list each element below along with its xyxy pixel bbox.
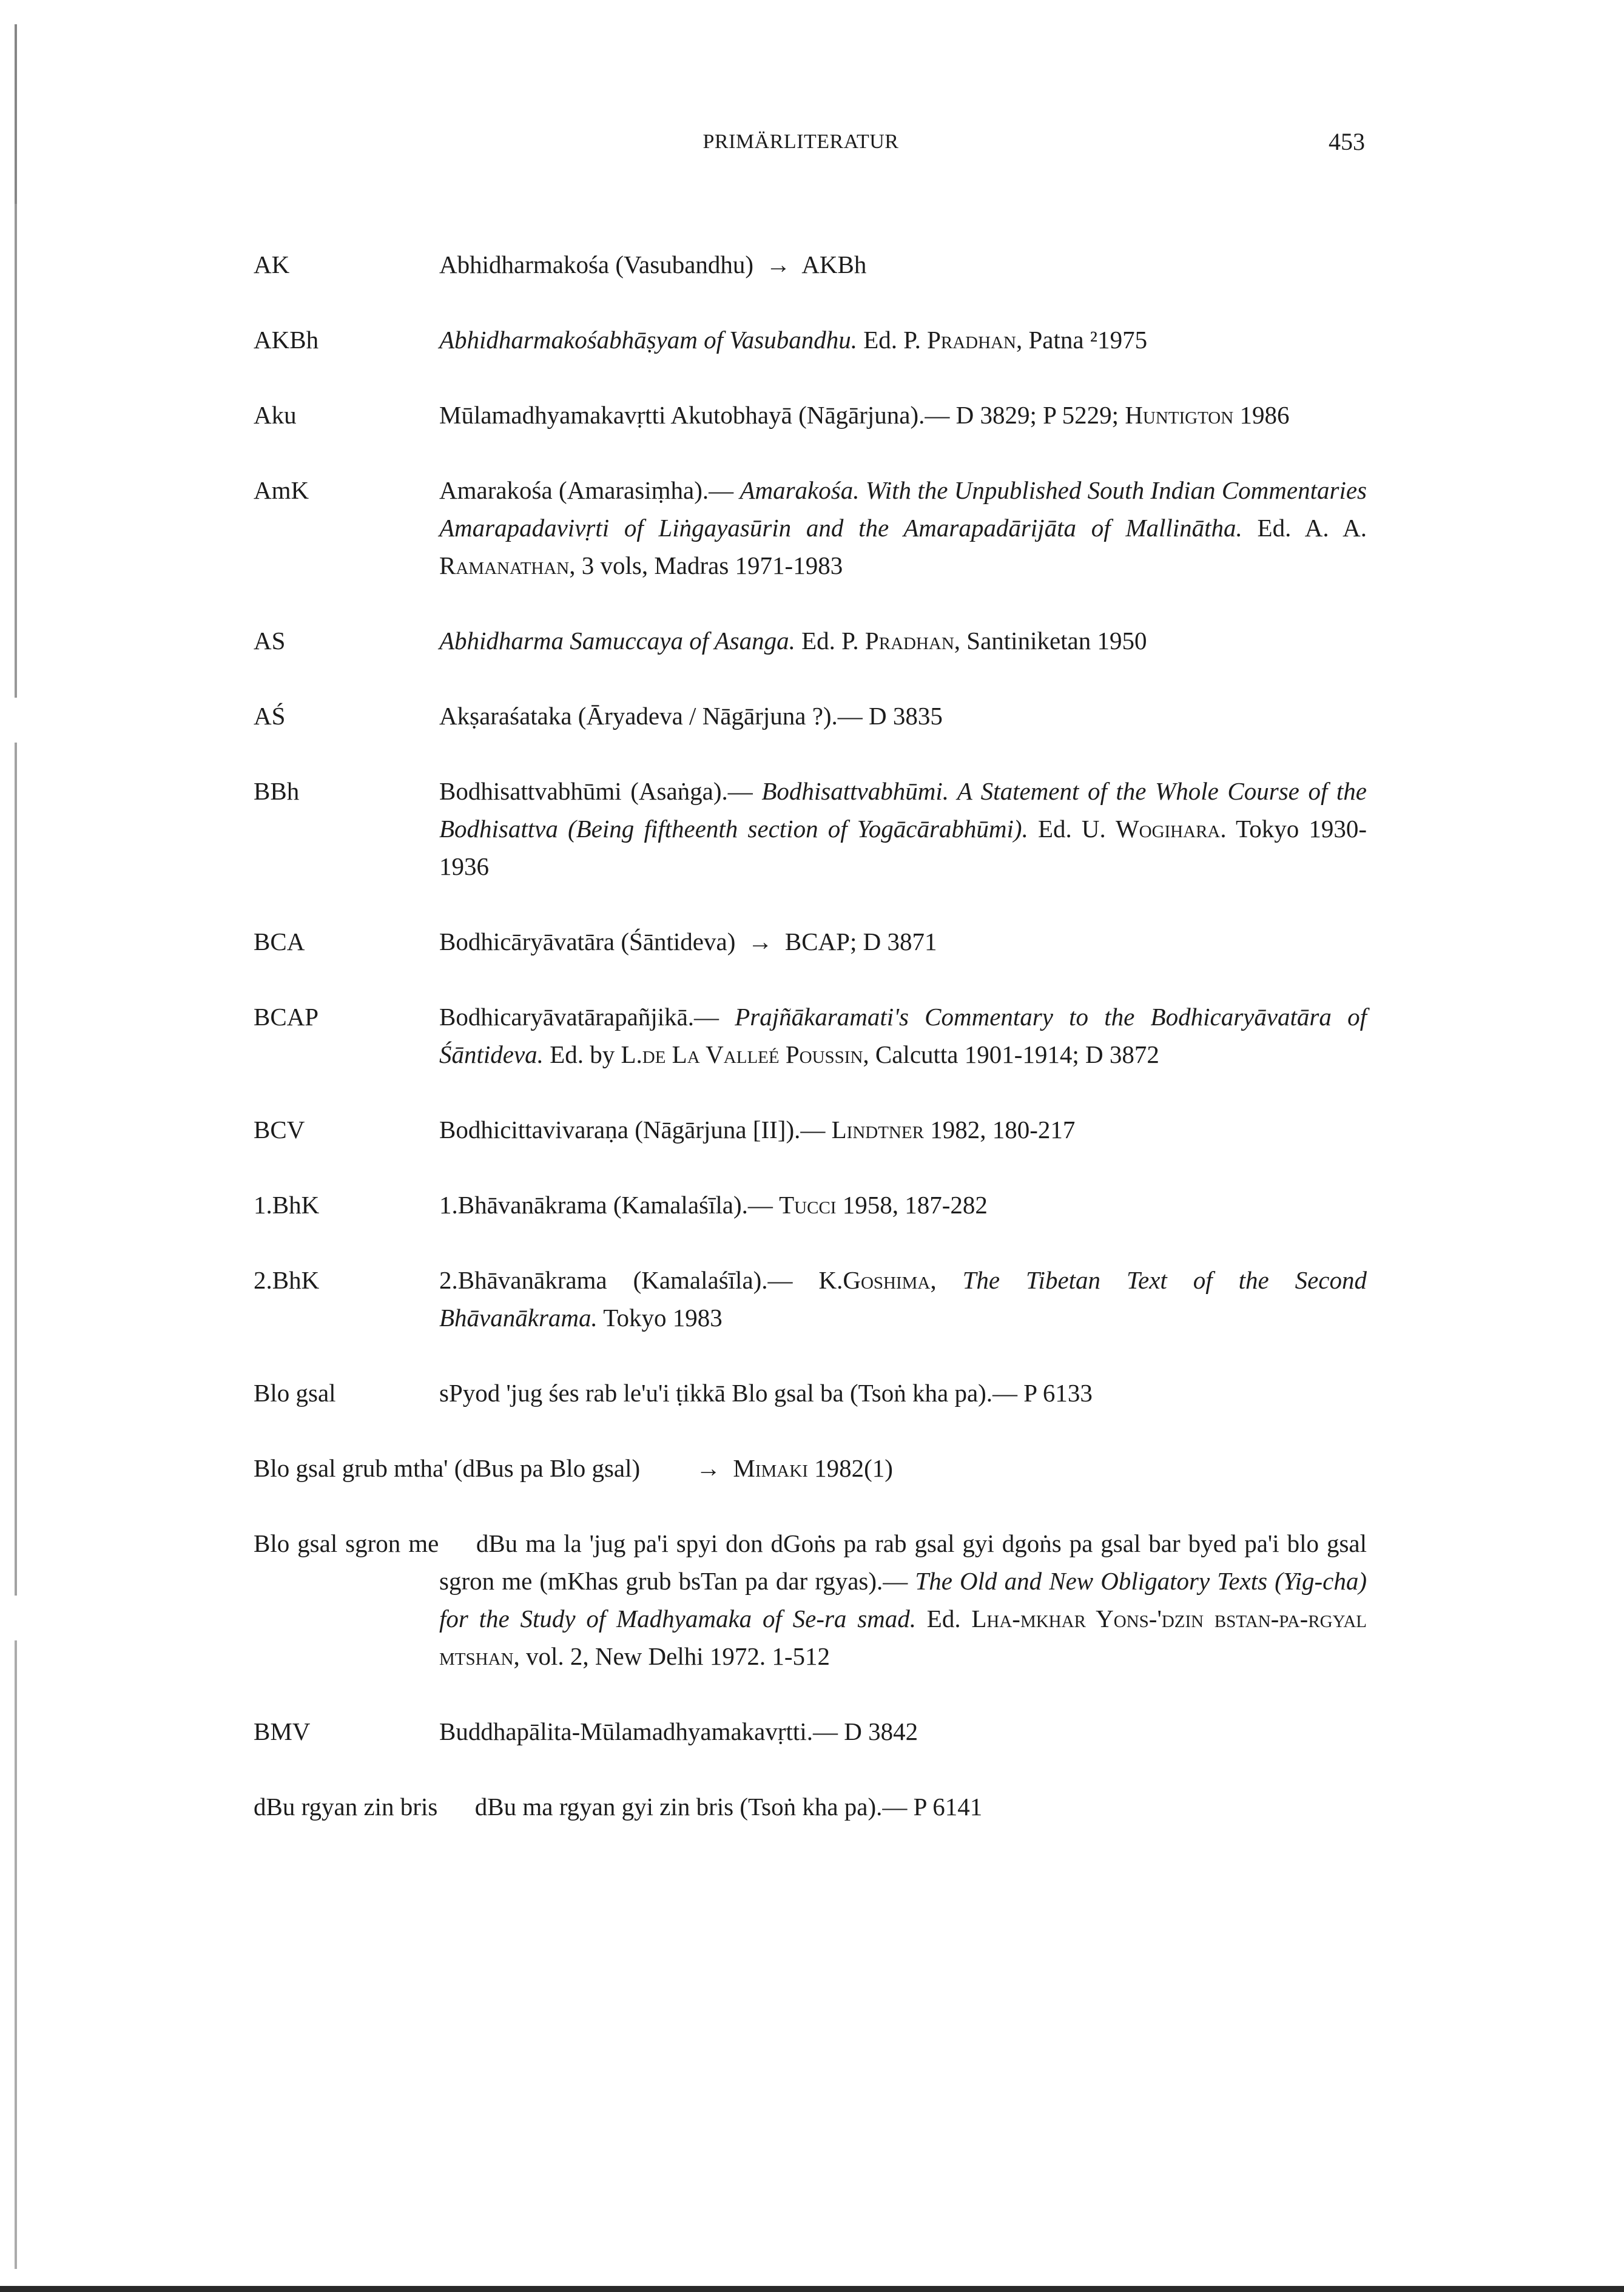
entry-text: [439, 1529, 1367, 1670]
entry-text-segment: 1.Bhāvanākrama (Kamalaśīla).—: [439, 1191, 780, 1219]
entry-title-italic: Abhidharma Samuccaya of Asanga.: [439, 627, 795, 655]
entry-row: [254, 321, 1367, 359]
entry-text-segment: , vol. 2, New Delhi 1972. 1-512: [513, 1642, 831, 1670]
entry-text-segment: dBu ma rgyan gyi zin bris (Tsoṅ kha pa).— P 6141: [474, 1793, 983, 1821]
entry-title-italic: Bodhisattvabhūmi. A Statement of the Whole Course of the Bodhisattva (Being fiftheenth section of Yogācārabhūmi).: [439, 777, 1367, 843]
entry-text-segment: Bodhisattvabhūmi (Asaṅga).—: [439, 777, 762, 805]
entry-row: [254, 1111, 1367, 1148]
entry-abbreviation: BCAP: [254, 1003, 319, 1031]
entry-abbreviation: Blo gsal grub mtha' (dBus pa Blo gsal): [254, 1454, 641, 1482]
entry-abbreviation: AKBh: [254, 326, 319, 354]
page-number: 453: [1329, 128, 1365, 155]
entry-text: [475, 1793, 982, 1821]
entry-text: [439, 1186, 1367, 1224]
entry-row: [254, 1713, 1367, 1750]
entry-row: [254, 697, 1367, 735]
entry-title-italic: Abhidharmakośabhāṣyam of Vasubandhu.: [439, 326, 858, 354]
entry-text-segment: 1986: [1233, 401, 1290, 429]
entry-text-segment: BCAP; D 3871: [778, 928, 937, 956]
running-title: PRIMÄRLITERATUR: [702, 130, 899, 153]
entry-abbreviation: BMV: [254, 1717, 311, 1745]
entry-author: Pradhan: [927, 326, 1016, 354]
entry-abbreviation: BCA: [254, 928, 305, 956]
entry-text: [439, 1111, 1367, 1148]
entry-title-italic: Prajñākaramati's Commentary to the Bodhicaryāvatāra of Śāntideva.: [439, 1003, 1367, 1068]
entry-text-segment: . Tokyo 1930-1936: [439, 815, 1367, 880]
scan-border-bottom: [0, 2286, 1624, 2292]
entry-text-segment: Ed. A. A.: [1242, 514, 1367, 542]
cross-reference-arrow-icon: →: [696, 1454, 721, 1482]
entry-row: [254, 772, 1367, 885]
entry-abbreviation: BCV: [254, 1116, 305, 1144]
entry-text-segment: Ed. U.: [1028, 815, 1116, 843]
entry-row: [254, 1374, 1367, 1412]
entry-row: [254, 1525, 1367, 1675]
entry-author: Ramanathan: [439, 551, 570, 579]
entry-text-segment: Ed.: [916, 1605, 972, 1633]
entry-row: [254, 998, 1367, 1073]
entry-text-segment: Mūlamadhyamakavṛtti Akutobhayā (Nāgārjuna).— D 3829; P 5229;: [439, 401, 1125, 429]
entry-text-segment: Abhidharmakośa (Vasubandhu): [439, 251, 760, 278]
scan-border-left: [15, 24, 17, 2269]
entry-author: Lindtner: [831, 1116, 924, 1144]
entry-author: Lha-mkhar Yons-'dzin bstan-pa-rgyal mtshan: [439, 1605, 1367, 1670]
entry-text-segment: , Calcutta 1901-1914; D 3872: [863, 1040, 1159, 1068]
entry-text-segment: 1982(1): [807, 1454, 893, 1482]
entry-text: [439, 396, 1367, 434]
entry-text-segment: Tokyo 1983: [597, 1304, 723, 1332]
entry-text-segment: , Santiniketan 1950: [954, 627, 1147, 655]
entry-text-segment: Ed. by: [543, 1040, 621, 1068]
entry-text-segment: Bodhicāryāvatāra (Śāntideva): [439, 928, 742, 956]
entry-row: [254, 246, 1367, 283]
entry-author: K.Goshima: [818, 1266, 931, 1294]
entry-text-segment: dBu ma la 'jug pa'i spyi don dGoṅs pa rab gsal gyi dgoṅs pa gsal bar byed pa'i blo gsal sgron me (mKhas grub bsTan pa dar rgyas).—: [439, 1529, 1367, 1595]
cross-reference-arrow-icon: →: [747, 928, 773, 956]
entry-abbreviation: Blo gsal sgron me: [254, 1529, 439, 1557]
entry-text-segment: ,: [930, 1266, 963, 1294]
entry-title-italic: The Old and New Obligatory Texts (Yig-cha) for the Study of Madhyamaka of Se-ra smad.: [439, 1567, 1367, 1633]
entry-text-segment: Buddhapālita-Mūlamadhyamakavṛtti.— D 3842: [439, 1717, 918, 1745]
entry-text-segment: Ed. P.: [795, 627, 865, 655]
entry-text: [690, 1454, 893, 1482]
entry-abbreviation: 1.BhK: [254, 1191, 320, 1219]
entry-text-segment: Bodhicittavivaraṇa (Nāgārjuna [II]).—: [439, 1116, 832, 1144]
entry-author: Wogihara: [1115, 815, 1221, 843]
entry-row: [254, 1261, 1367, 1336]
entry-row: [254, 923, 1367, 960]
entry-text-segment: Amarakośa (Amarasiṃha).—: [439, 476, 740, 504]
entry-text: [439, 1713, 1367, 1750]
entry-abbreviation: BBh: [254, 777, 300, 805]
entry-text: [439, 772, 1367, 885]
entry-row: [254, 1449, 1367, 1487]
entry-abbreviation: Aku: [254, 401, 297, 429]
entry-text-segment: sPyod 'jug śes rab le'u'i ṭikkā Blo gsal ba (Tsoṅ kha pa).— P 6133: [439, 1379, 1093, 1407]
entry-abbreviation: AŚ: [254, 702, 286, 730]
entry-text: [439, 697, 1367, 735]
entry-text: [439, 1374, 1367, 1412]
entry-row: [254, 1186, 1367, 1224]
entry-text: [439, 1261, 1367, 1336]
entry-text-segment: [727, 1454, 733, 1482]
entry-text: [439, 321, 1367, 359]
entry-author: Tucci: [779, 1191, 837, 1219]
cross-reference-arrow-icon: →: [766, 251, 791, 278]
entry-text-segment: 1958, 187-282: [836, 1191, 988, 1219]
entry-row: [254, 471, 1367, 584]
entry-text-segment: Ed. P.: [857, 326, 928, 354]
entry-author: Pradhan: [864, 627, 954, 655]
entry-abbreviation: AmK: [254, 476, 309, 504]
entry-text-segment: Bodhicaryāvatārapañjikā.—: [439, 1003, 735, 1031]
entry-abbreviation: 2.BhK: [254, 1266, 320, 1294]
entry-text-segment: Akṣaraśataka (Āryadeva / Nāgārjuna ?).— D 3835: [439, 702, 943, 730]
entry-text-segment: , Patna ²1975: [1016, 326, 1148, 354]
entry-abbreviation: AK: [254, 251, 290, 278]
entry-text: [439, 622, 1367, 659]
entry-row: [254, 396, 1367, 434]
entry-abbreviation: dBu rgyan zin bris: [254, 1793, 438, 1821]
bibliography-list: [254, 246, 1367, 1863]
entry-text-segment: 2.Bhāvanākrama (Kamalaśīla).—: [439, 1266, 819, 1294]
entry-author: Huntigton: [1125, 401, 1234, 429]
entry-text-segment: , 3 vols, Madras 1971-1983: [569, 551, 843, 579]
entry-title-italic: The Tibetan Text of the Second Bhāvanākrama.: [439, 1266, 1367, 1332]
entry-title-italic: Amarakośa. With the Unpublished South Indian Commentaries Amarapadavivṛti of Liṅgayasūrin and the Amarapadārijāta of Mallinātha.: [439, 476, 1367, 542]
entry-row: [254, 622, 1367, 659]
entry-text: [439, 246, 1367, 283]
entry-abbreviation: Blo gsal: [254, 1379, 336, 1407]
entry-text-segment: AKBh: [797, 251, 867, 278]
entry-text-segment: 1982, 180-217: [923, 1116, 1076, 1144]
entry-author: Mimaki: [733, 1454, 808, 1482]
entry-row: [254, 1788, 1367, 1825]
entry-text: [439, 923, 1367, 960]
entry-text: [439, 471, 1367, 584]
entry-author: L.de La Valleé Poussin: [621, 1040, 863, 1068]
entry-abbreviation: AS: [254, 627, 286, 655]
entry-text: [439, 998, 1367, 1073]
